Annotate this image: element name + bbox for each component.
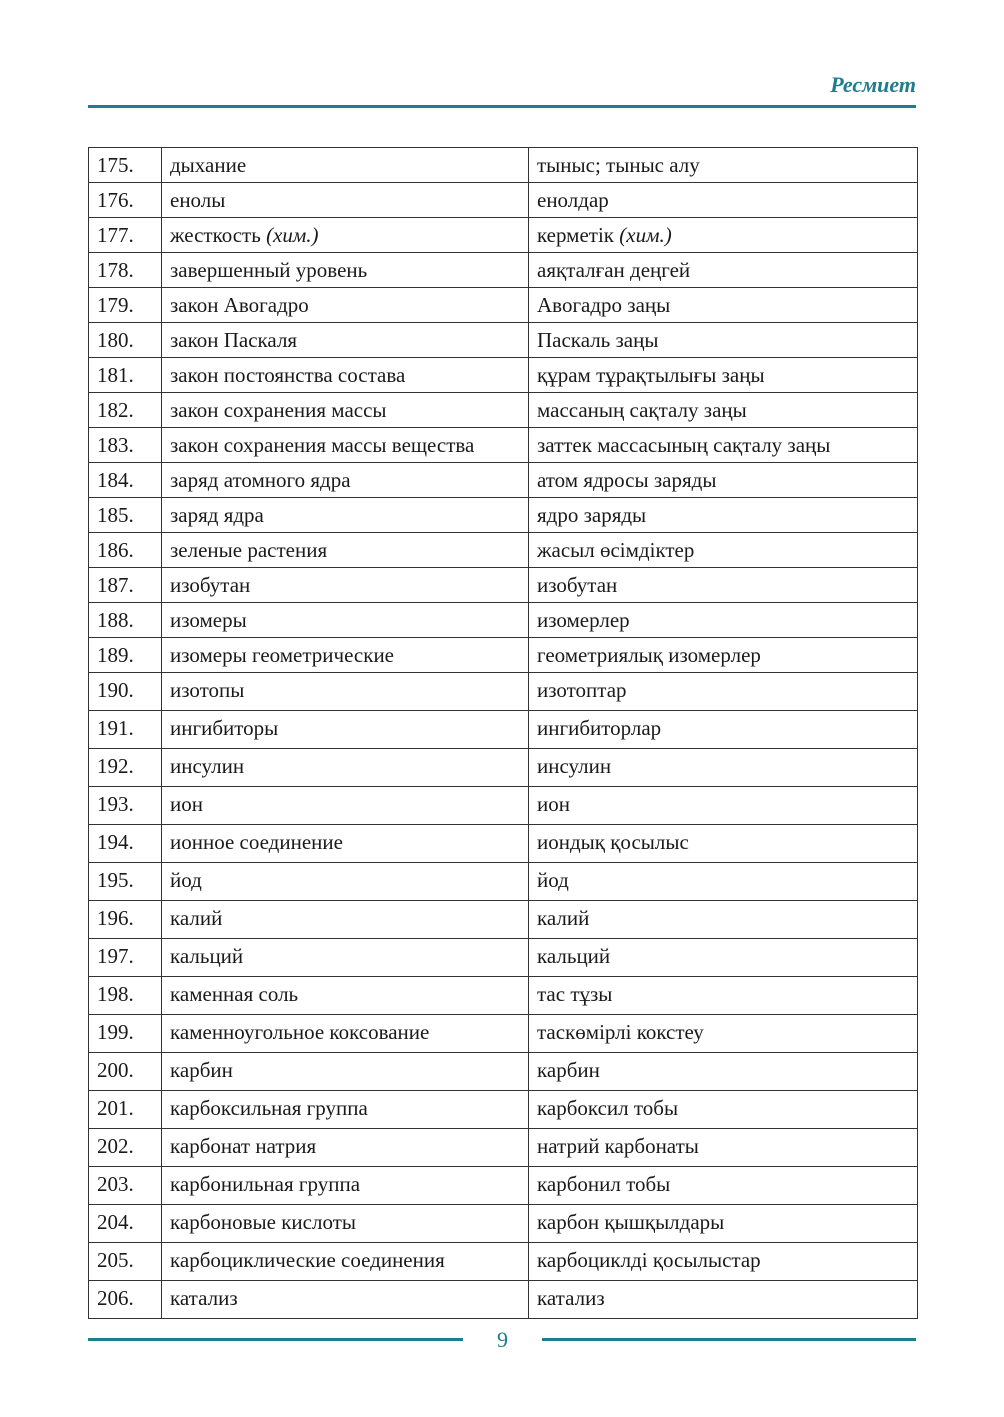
term-kazakh <box>529 463 918 498</box>
term-kazakh <box>529 393 918 428</box>
term-russian <box>162 1053 529 1091</box>
table-row <box>89 218 918 253</box>
term-number: 206. <box>89 1281 162 1319</box>
term-number: 195. <box>89 863 162 901</box>
term-kazakh <box>529 358 918 393</box>
term-kazakh-text: массаның сақталу заңы <box>537 398 747 422</box>
term-number: 181. <box>89 358 162 393</box>
term-russian <box>162 1091 529 1129</box>
term-number: 204. <box>89 1205 162 1243</box>
term-russian-text: калий <box>170 906 223 930</box>
term-russian-text: изобутан <box>170 573 251 597</box>
table-row <box>89 393 918 428</box>
table-row <box>89 901 918 939</box>
term-russian <box>162 393 529 428</box>
term-russian-text: карбоциклические соединения <box>170 1248 445 1272</box>
term-number: 188. <box>89 603 162 638</box>
term-russian <box>162 568 529 603</box>
term-russian-text: инсулин <box>170 754 245 778</box>
term-number: 203. <box>89 1167 162 1205</box>
term-russian-text: ингибиторы <box>170 716 279 740</box>
term-kazakh-text: йод <box>537 868 569 892</box>
term-kazakh-text: Паскаль заңы <box>537 328 659 352</box>
term-kazakh-text: ядро заряды <box>537 503 647 527</box>
term-number: 184. <box>89 463 162 498</box>
term-number: 198. <box>89 977 162 1015</box>
table-row <box>89 148 918 183</box>
term-kazakh <box>529 1205 918 1243</box>
term-kazakh-text: жасыл өсімдіктер <box>537 538 695 562</box>
table-row <box>89 323 918 358</box>
term-russian <box>162 638 529 673</box>
term-russian <box>162 863 529 901</box>
term-russian-text: каменноугольное коксование <box>170 1020 430 1044</box>
term-number: 180. <box>89 323 162 358</box>
term-number: 191. <box>89 711 162 749</box>
table-row <box>89 253 918 288</box>
term-russian-text: кальций <box>170 944 244 968</box>
term-number: 197. <box>89 939 162 977</box>
term-number: 179. <box>89 288 162 323</box>
term-kazakh <box>529 533 918 568</box>
term-russian <box>162 977 529 1015</box>
term-kazakh <box>529 825 918 863</box>
term-kazakh-text: құрам тұрақтылығы заңы <box>537 363 765 387</box>
page-number: 9 <box>497 1327 508 1352</box>
term-russian <box>162 787 529 825</box>
table-row <box>89 358 918 393</box>
term-kazakh <box>529 323 918 358</box>
term-kazakh <box>529 863 918 901</box>
table-row <box>89 1281 918 1319</box>
table-row <box>89 288 918 323</box>
term-russian-note: (хим.) <box>266 223 319 247</box>
term-kazakh-text: заттек массасының сақталу заңы <box>537 433 831 457</box>
running-header: Ресмиет <box>830 72 916 97</box>
term-kazakh-text: Авогадро заңы <box>537 293 671 317</box>
term-kazakh-text: карбоксил тобы <box>537 1096 679 1120</box>
term-number: 186. <box>89 533 162 568</box>
term-russian <box>162 1167 529 1205</box>
table-row <box>89 463 918 498</box>
term-kazakh-text: изобутан <box>537 573 618 597</box>
term-russian-text: завершенный уровень <box>170 258 368 282</box>
term-russian-text: заряд атомного ядра <box>170 468 351 492</box>
table-row <box>89 183 918 218</box>
term-russian <box>162 218 529 253</box>
term-number: 194. <box>89 825 162 863</box>
term-russian <box>162 463 529 498</box>
term-russian-text: карбин <box>170 1058 233 1082</box>
term-number: 176. <box>89 183 162 218</box>
term-russian-text: изомеры <box>170 608 247 632</box>
term-number: 178. <box>89 253 162 288</box>
term-kazakh <box>529 603 918 638</box>
term-kazakh-text: ингибиторлар <box>537 716 662 740</box>
term-number: 201. <box>89 1091 162 1129</box>
term-kazakh-text: геометриялық изомерлер <box>537 643 761 667</box>
term-russian-text: карбонат натрия <box>170 1134 317 1158</box>
term-kazakh-text: инсулин <box>537 754 612 778</box>
term-kazakh <box>529 1129 918 1167</box>
term-number: 177. <box>89 218 162 253</box>
term-russian <box>162 711 529 749</box>
term-russian-text: енолы <box>170 188 226 212</box>
term-russian-text: зеленые растения <box>170 538 328 562</box>
term-kazakh-text: ион <box>537 792 570 816</box>
term-kazakh <box>529 1281 918 1319</box>
term-kazakh <box>529 1243 918 1281</box>
term-kazakh <box>529 253 918 288</box>
term-number: 185. <box>89 498 162 533</box>
term-kazakh <box>529 1015 918 1053</box>
footer-divider-right <box>542 1338 916 1341</box>
table-row <box>89 603 918 638</box>
term-kazakh <box>529 568 918 603</box>
term-kazakh-text: изомерлер <box>537 608 630 632</box>
term-number: 183. <box>89 428 162 463</box>
term-kazakh <box>529 901 918 939</box>
term-russian <box>162 939 529 977</box>
term-number: 202. <box>89 1129 162 1167</box>
term-kazakh <box>529 939 918 977</box>
table-row <box>89 977 918 1015</box>
term-kazakh-text: тыныс; тыныс алу <box>537 153 700 177</box>
table-row <box>89 498 918 533</box>
term-russian <box>162 825 529 863</box>
term-kazakh-text: карбон қышқылдары <box>537 1210 725 1234</box>
term-russian-text: заряд ядра <box>170 503 264 527</box>
term-russian <box>162 749 529 787</box>
table-row <box>89 1243 918 1281</box>
term-russian-text: каменная соль <box>170 982 299 1006</box>
term-russian-text: дыхание <box>170 153 247 177</box>
term-kazakh <box>529 711 918 749</box>
term-kazakh-text: тас тұзы <box>537 982 613 1006</box>
term-kazakh-text: натрий карбонаты <box>537 1134 699 1158</box>
table-row <box>89 1129 918 1167</box>
term-kazakh-text: катализ <box>537 1286 605 1310</box>
term-russian <box>162 1243 529 1281</box>
term-russian <box>162 901 529 939</box>
table-row <box>89 428 918 463</box>
term-russian-text: йод <box>170 868 202 892</box>
term-kazakh-text: аяқталған деңгей <box>537 258 691 282</box>
term-kazakh <box>529 428 918 463</box>
term-kazakh-text: иондық қосылыс <box>537 830 689 854</box>
table-row <box>89 533 918 568</box>
table-row <box>89 568 918 603</box>
table-row <box>89 1167 918 1205</box>
term-kazakh-text: калий <box>537 906 590 930</box>
term-russian <box>162 533 529 568</box>
term-russian <box>162 253 529 288</box>
table-row <box>89 1015 918 1053</box>
term-number: 189. <box>89 638 162 673</box>
term-kazakh <box>529 218 918 253</box>
term-russian-text: закон Авогадро <box>170 293 309 317</box>
term-kazakh <box>529 787 918 825</box>
term-kazakh <box>529 638 918 673</box>
table-row <box>89 787 918 825</box>
table-row <box>89 1091 918 1129</box>
glossary-body <box>89 148 918 1319</box>
term-number: 196. <box>89 901 162 939</box>
term-kazakh-text: кальций <box>537 944 611 968</box>
term-kazakh <box>529 288 918 323</box>
term-number: 175. <box>89 148 162 183</box>
term-kazakh <box>529 977 918 1015</box>
term-russian <box>162 498 529 533</box>
term-russian <box>162 603 529 638</box>
term-number: 193. <box>89 787 162 825</box>
term-russian <box>162 183 529 218</box>
term-number: 192. <box>89 749 162 787</box>
term-number: 200. <box>89 1053 162 1091</box>
term-russian-text: ионное соединение <box>170 830 343 854</box>
table-row <box>89 825 918 863</box>
term-russian <box>162 358 529 393</box>
term-russian-text: ион <box>170 792 203 816</box>
table-row <box>89 673 918 711</box>
term-kazakh-text: карбин <box>537 1058 600 1082</box>
term-russian <box>162 1281 529 1319</box>
term-russian-text: закон сохранения массы <box>170 398 387 422</box>
table-row <box>89 638 918 673</box>
table-row <box>89 1205 918 1243</box>
term-number: 190. <box>89 673 162 711</box>
term-russian <box>162 288 529 323</box>
term-kazakh <box>529 673 918 711</box>
term-kazakh-text: изотоптар <box>537 678 627 702</box>
term-russian-text: карбоновые кислоты <box>170 1210 356 1234</box>
term-kazakh <box>529 148 918 183</box>
term-russian-text: жесткость <box>170 223 261 247</box>
term-russian <box>162 1129 529 1167</box>
term-number: 187. <box>89 568 162 603</box>
term-kazakh-text: карбонил тобы <box>537 1172 671 1196</box>
term-russian <box>162 1015 529 1053</box>
term-russian <box>162 1205 529 1243</box>
term-russian-text: изотопы <box>170 678 245 702</box>
term-kazakh-text: керметік <box>537 223 615 247</box>
term-kazakh <box>529 498 918 533</box>
header-divider <box>88 105 916 108</box>
term-kazakh-text: карбоциклді қосылыстар <box>537 1248 761 1272</box>
term-russian-text: закон Паскаля <box>170 328 298 352</box>
term-kazakh-text: таскөмірлі кокстеу <box>537 1020 704 1044</box>
term-russian <box>162 148 529 183</box>
term-number: 205. <box>89 1243 162 1281</box>
table-row <box>89 749 918 787</box>
term-kazakh-note: (хим.) <box>619 223 672 247</box>
term-number: 199. <box>89 1015 162 1053</box>
term-russian-text: закон постоянства состава <box>170 363 406 387</box>
term-kazakh-text: енолдар <box>537 188 609 212</box>
term-kazakh <box>529 749 918 787</box>
term-kazakh <box>529 1053 918 1091</box>
table-row <box>89 863 918 901</box>
table-row <box>89 1053 918 1091</box>
term-number: 182. <box>89 393 162 428</box>
term-russian-text: катализ <box>170 1286 238 1310</box>
term-russian-text: карбоксильная группа <box>170 1096 368 1120</box>
term-kazakh <box>529 1167 918 1205</box>
term-russian <box>162 323 529 358</box>
table-row <box>89 939 918 977</box>
term-russian-text: закон сохранения массы вещества <box>170 433 475 457</box>
term-kazakh <box>529 183 918 218</box>
term-russian-text: карбонильная группа <box>170 1172 361 1196</box>
term-russian <box>162 428 529 463</box>
term-russian <box>162 673 529 711</box>
glossary-table <box>88 147 918 1319</box>
term-kazakh-text: атом ядросы заряды <box>537 468 717 492</box>
term-kazakh <box>529 1091 918 1129</box>
table-row <box>89 711 918 749</box>
term-russian-text: изомеры геометрические <box>170 643 395 667</box>
footer-divider-left <box>88 1338 463 1341</box>
